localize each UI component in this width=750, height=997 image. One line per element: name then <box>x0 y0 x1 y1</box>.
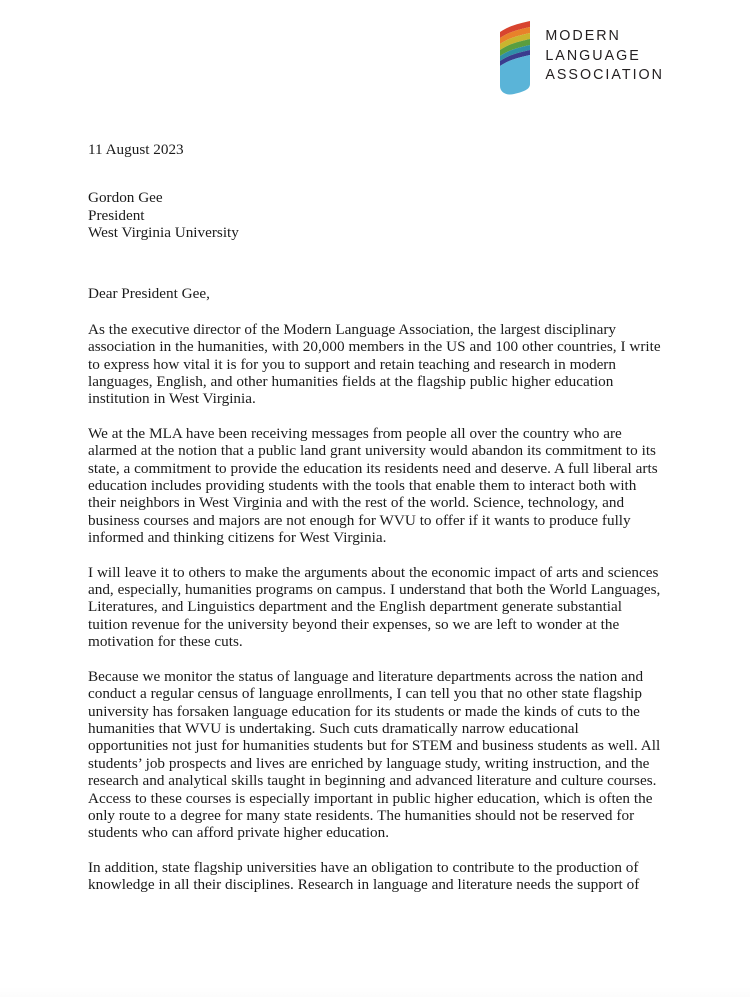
body-paragraph: I will leave it to others to make the arguments about the economic impact of arts and sciences and, especially, humanities programs on campus. I understand that both the World Languages, Literatures, and Linguistics department and the English department generate substantial tuition revenue for the university beyond their expenses, so we are left to wonder at the motivation for these cuts. <box>88 563 661 651</box>
body-paragraph: In addition, state flagship universities have an obligation to contribute to the production of knowledge in all their disciplines. Research in language and literature needs the support of <box>88 858 640 894</box>
recipient-block <box>88 189 662 242</box>
letterhead <box>496 20 664 96</box>
recipient-name: Gordon Gee <box>88 189 163 206</box>
recipient-title: President <box>88 206 145 224</box>
wordmark-line-3: ASSOCIATION <box>545 67 664 83</box>
wordmark-line-2: LANGUAGE <box>545 47 641 64</box>
recipient-institution: West Virginia University <box>88 224 239 242</box>
body-paragraph: Because we monitor the status of language and literature departments across the nation and conduct a regular census of language enrollments, I can tell you that no other state flagship university has forsaken language education for its students or made the kinds of cuts to the humanities that WVU is undertaking. Such cuts dramatically narrow educational opportunities not just for humanities students but for STEM and business students as well. All students’ job prospects and lives are enriched by language study, writing instruction, and the research and analytical skills taught in beginning and advanced literature and culture courses. Access to these courses is especially important in public higher education, which is often the only route to a degree for many state residents. The humanities should not be reserved for students who can afford private higher education. <box>88 667 661 842</box>
letter-date: 11 August 2023 <box>88 141 184 158</box>
page-bottom-edge <box>0 987 750 997</box>
mla-logo-icon <box>496 20 534 96</box>
letter-body <box>88 140 662 894</box>
body-paragraph: As the executive director of the Modern Language Association, the largest disciplinary association in the humanities, with 20,000 members in the US and 100 other countries, I write to express how vital it is for you to support and retain teaching and research in modern languages, English, and other humanities fields at the flagship public higher education institution in West Virginia. <box>88 320 661 408</box>
wordmark-line-1: MODERN <box>545 28 621 44</box>
salutation: Dear President Gee, <box>88 284 210 302</box>
body-paragraph: We at the MLA have been receiving messages from people all over the country who are alarmed at the notion that a public land grant university would abandon its commitment to its state, a commitment to provide the education its residents need and deserve. A full liberal arts education includes providing students with the tools that enable them to interact both with their neighbors in West Virginia and with the rest of the world. Science, technology, and business courses and majors are not enough for WVU to offer if it wants to produce fully informed and thinking citizens for West Virginia. <box>88 424 658 547</box>
organization-wordmark <box>545 20 664 86</box>
